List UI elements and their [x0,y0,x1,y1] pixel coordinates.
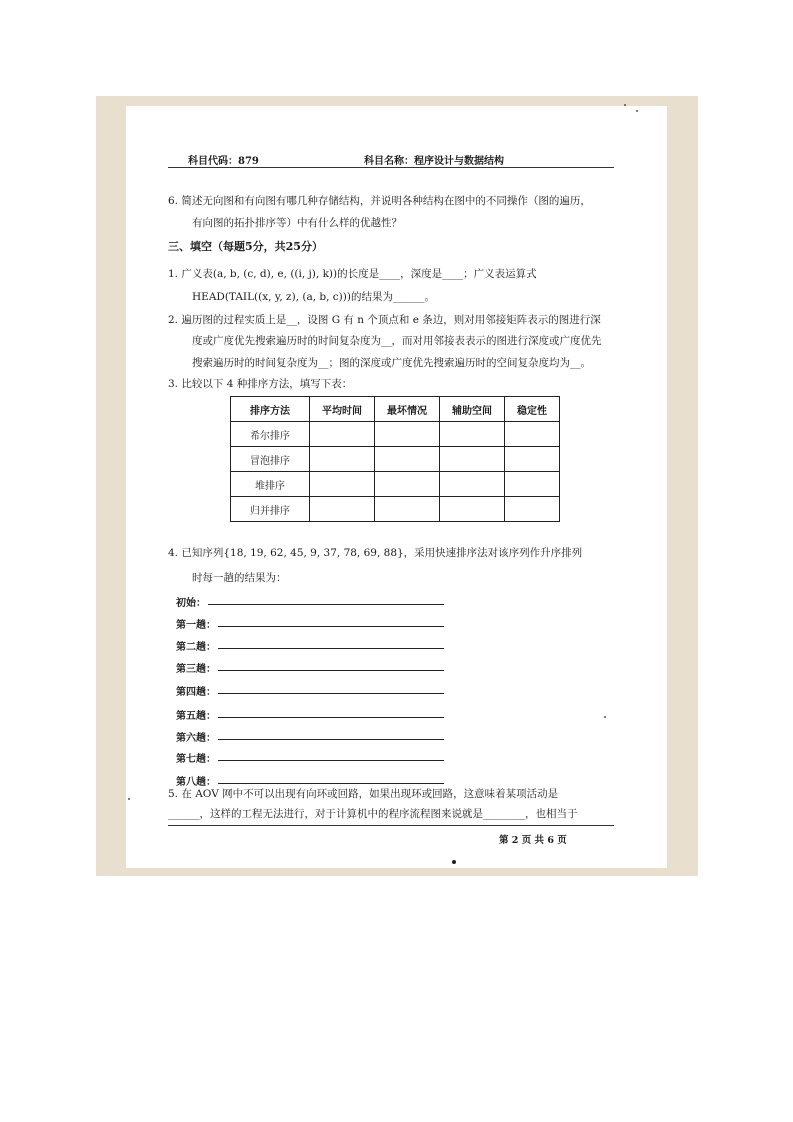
f2-line1: 2. 遍历图的过程实质上是__，设图 G 有 n 个顶点和 e 条边，则对用邻接矩阵表示的图进行深 [168,314,601,326]
table-cell [440,422,505,447]
f5-line2: ______，这样的工程无法进行，对于计算机中的程序流程图来说就是________，也相当于 [168,808,578,820]
answer-line [218,626,444,627]
table-cell [440,447,505,472]
scan-speck [604,716,606,718]
q6-line1: 6. 简述无向图和有向图有哪几种存储结构，并说明各种结构在图中的不同操作（图的遍历， [168,195,591,207]
table-cell [440,472,505,497]
subject-name: 科目名称：程序设计与数据结构 [364,156,504,167]
table-header: 排序方法 [231,397,310,422]
pass-label-initial: 初始： [176,598,206,609]
answer-line [218,760,444,761]
table-cell [375,422,440,447]
pass-label-7: 第七趟： [176,754,216,765]
scan-speck [128,798,130,800]
table-header: 平均时间 [310,397,375,422]
table-header: 稳定性 [505,397,560,422]
header-rule [168,167,614,168]
f4-line1: 4. 已知序列{18, 19, 62, 45, 9, 37, 78, 69, 88}，采用快速排序法对该序列作升序排列 [168,547,583,559]
f2-line3: 搜索遍历时的时间复杂度为__；图的深度或广度优先搜索遍历时的空间复杂度均为__。 [192,357,591,369]
scan-speck [452,860,456,864]
table-row [231,422,560,447]
q6-line2: 有向图的拓扑排序等）中有什么样的优越性？ [192,217,402,229]
table-cell [505,422,560,447]
row-label: 归并排序 [231,497,310,522]
table-header: 最坏情况 [375,397,440,422]
table-cell [310,422,375,447]
pass-label-4: 第四趟： [176,687,216,698]
f1-line1: 1. 广义表(a, b, (c, d), e, ((i, j), k))的长度是____，深度是____；广义表运算式 [168,268,537,280]
row-label: 冒泡排序 [231,447,310,472]
answer-line [218,717,444,718]
pass-label-1: 第一趟： [176,620,216,631]
f3-line: 3. 比较以下 4 种排序方法，填写下表： [168,378,353,390]
answer-line [208,604,444,605]
table-cell [375,472,440,497]
f4-line2: 时每一趟的结果为： [192,572,287,584]
f2-line2: 度或广度优先搜索遍历时的时间复杂度为__，而对用邻接表表示的图进行深度或广度优先 [192,335,602,347]
pass-label-6: 第六趟： [176,733,216,744]
table-cell [310,497,375,522]
answer-line [218,739,444,740]
pass-label-2: 第二趟： [176,642,216,653]
scan-speck [636,110,638,112]
table-cell [375,497,440,522]
f5-line1: 5. 在 AOV 网中不可以出现有向环或回路，如果出现环或回路，这意味着某项活动是 [168,788,559,800]
table-header-row [231,397,560,422]
answer-line [218,670,444,671]
table-row [231,497,560,522]
table-header: 辅助空间 [440,397,505,422]
table-cell [440,497,505,522]
table-cell [505,497,560,522]
subject-code: 科目代码：879 [188,156,259,167]
answer-line [218,648,444,649]
scan-speck [624,104,626,106]
table-cell [375,447,440,472]
table-row [231,472,560,497]
pass-label-8: 第八趟： [176,777,216,788]
table-cell [310,472,375,497]
row-label: 希尔排序 [231,422,310,447]
table-cell [505,472,560,497]
page-number: 第 2 页 共 6 页 [499,835,567,846]
pass-label-3: 第三趟： [176,664,216,675]
row-label: 堆排序 [231,472,310,497]
section-title: 三、填空（每题5分，共25分） [168,240,323,253]
footer-rule [168,825,614,826]
table-row [231,447,560,472]
pass-label-5: 第五趟： [176,711,216,722]
table-cell [505,447,560,472]
f1-line2: HEAD(TAIL((x, y, z), (a, b, c)))的结果为______。 [192,291,435,303]
answer-line [218,783,444,784]
sort-comparison-table [230,396,560,522]
answer-line [218,693,444,694]
table-cell [310,447,375,472]
